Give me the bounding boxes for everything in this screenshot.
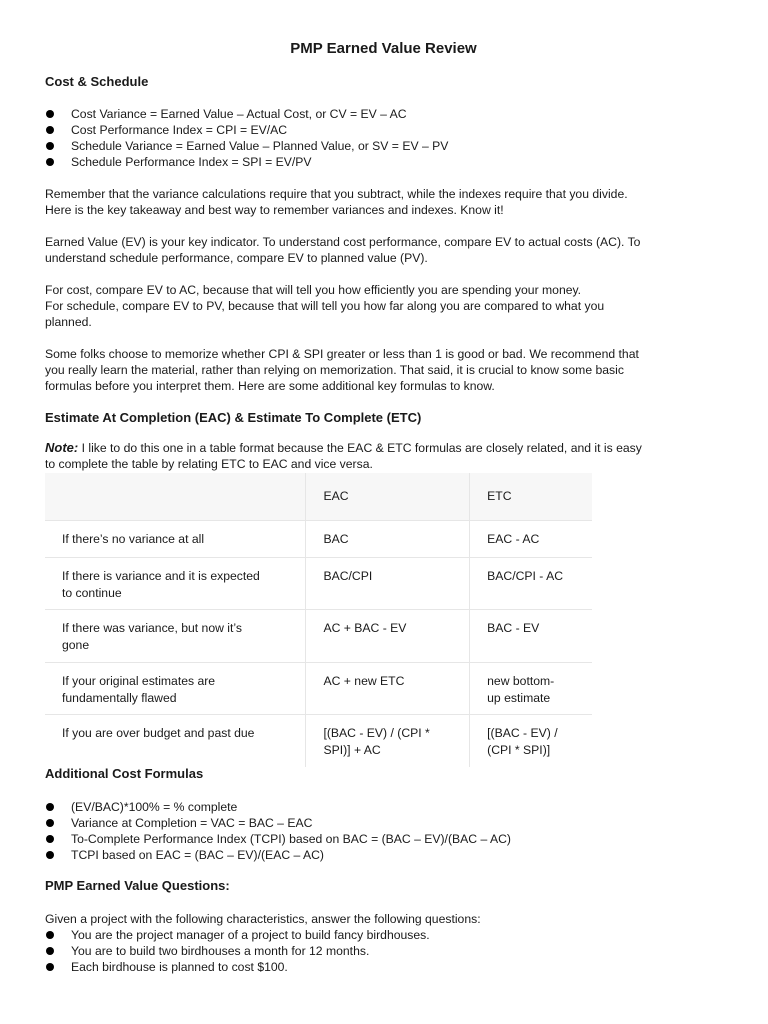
paragraph-cost-schedule: For cost, compare EV to AC, because that will tell you how efficiently you are spending your money. For schedule, compare EV to PV, because that will tell you how far along you are compared to what you planned. bbox=[45, 283, 605, 329]
project-characteristics-list bbox=[45, 927, 430, 975]
note-label: Note: bbox=[45, 440, 79, 455]
heading-cost-schedule: Cost & Schedule bbox=[45, 74, 149, 89]
table-cell: BAC bbox=[306, 520, 470, 557]
bullet-icon bbox=[46, 947, 54, 955]
table-cell: AC + BAC - EV bbox=[306, 609, 470, 662]
list-item: Cost Performance Index = CPI = EV/AC bbox=[45, 122, 448, 138]
eac-etc-table bbox=[45, 473, 592, 767]
table-header-cell: ETC bbox=[470, 473, 592, 520]
table-row bbox=[45, 520, 592, 557]
list-item: (EV/BAC)*100% = % complete bbox=[45, 799, 511, 815]
document-title: PMP Earned Value Review bbox=[290, 40, 477, 57]
list-item: Variance at Completion = VAC = BAC – EAC bbox=[45, 815, 511, 831]
list-item: Cost Variance = Earned Value – Actual Cost, or CV = EV – AC bbox=[45, 106, 448, 122]
table-row bbox=[45, 662, 592, 714]
bullet-icon bbox=[46, 963, 54, 971]
table-cell: BAC - EV bbox=[487, 620, 540, 635]
table-row bbox=[45, 714, 592, 767]
bullet-icon bbox=[46, 110, 54, 118]
additional-formulas-list bbox=[45, 799, 511, 863]
paragraph-memorize: Some folks choose to memorize whether CPI & SPI greater or less than 1 is good or bad. We recommend that you really learn the material, rather than relying on memorization. That said, it is crucial to know some basic formulas before you interpret them. Here are some additional key formulas to know. bbox=[45, 347, 639, 393]
table-row bbox=[45, 557, 592, 609]
table-cell: BAC/CPI - AC bbox=[487, 568, 564, 583]
table-row bbox=[45, 609, 592, 662]
list-item: Schedule Performance Index = SPI = EV/PV bbox=[45, 154, 448, 170]
paragraph-variances: Remember that the variance calculations require that you subtract, while the indexes require that you divide. Here is the key takeaway and best way to remember variances and indexes. Know it! bbox=[45, 187, 628, 217]
table-header-row bbox=[45, 473, 592, 520]
heading-questions: PMP Earned Value Questions: bbox=[45, 878, 230, 893]
table-cell: [(BAC - EV) / (CPI * SPI)] + AC bbox=[306, 714, 470, 767]
cost-schedule-list bbox=[45, 106, 448, 170]
table-cell: If there was variance, but now it’s gone bbox=[45, 609, 306, 662]
table-cell: If your original estimates are fundamentally flawed bbox=[45, 662, 306, 714]
bullet-icon bbox=[46, 851, 54, 859]
bullet-icon bbox=[46, 158, 54, 166]
paragraph-earned-value: Earned Value (EV) is your key indicator. To understand cost performance, compare EV to actual costs (AC). To understand schedule performance, compare EV to planned value (PV). bbox=[45, 235, 641, 265]
list-item: To-Complete Performance Index (TCPI) based on BAC = (BAC – EV)/(BAC – AC) bbox=[45, 831, 511, 847]
list-item: TCPI based on EAC = (BAC – EV)/(EAC – AC) bbox=[45, 847, 511, 863]
heading-additional-formulas: Additional Cost Formulas bbox=[45, 766, 204, 781]
table-cell: [(BAC - EV) / (CPI * SPI)] bbox=[487, 725, 558, 757]
table-cell: If you are over budget and past due bbox=[45, 714, 306, 767]
bullet-icon bbox=[46, 803, 54, 811]
bullet-icon bbox=[46, 835, 54, 843]
list-item: Schedule Variance = Earned Value – Planned Value, or SV = EV – PV bbox=[45, 138, 448, 154]
table-cell: AC + new ETC bbox=[306, 662, 470, 714]
list-item: You are the project manager of a project to build fancy birdhouses. bbox=[45, 927, 430, 943]
paragraph-questions-intro: Given a project with the following characteristics, answer the following questions: bbox=[45, 912, 481, 926]
bullet-icon bbox=[46, 819, 54, 827]
table-cell: If there’s no variance at all bbox=[45, 520, 306, 557]
bullet-icon bbox=[46, 931, 54, 939]
list-item: Each birdhouse is planned to cost $100. bbox=[45, 959, 430, 975]
table-header-cell: EAC bbox=[306, 473, 470, 520]
table-cell: EAC - AC bbox=[487, 531, 540, 546]
table-header-cell bbox=[45, 473, 306, 520]
bullet-icon bbox=[46, 142, 54, 150]
table-cell: BAC/CPI bbox=[306, 557, 470, 609]
table-cell: If there is variance and it is expected to continue bbox=[45, 557, 306, 609]
heading-eac-etc: Estimate At Completion (EAC) & Estimate To Complete (ETC) bbox=[45, 410, 422, 425]
table-cell: new bottom- up estimate bbox=[487, 673, 555, 705]
list-item: You are to build two birdhouses a month for 12 months. bbox=[45, 943, 430, 959]
bullet-icon bbox=[46, 126, 54, 134]
paragraph-note: Note: I like to do this one in a table format because the EAC & ETC formulas are closely related, and it is easy to complete the table by relating ETC to EAC and vice versa. bbox=[45, 440, 642, 471]
